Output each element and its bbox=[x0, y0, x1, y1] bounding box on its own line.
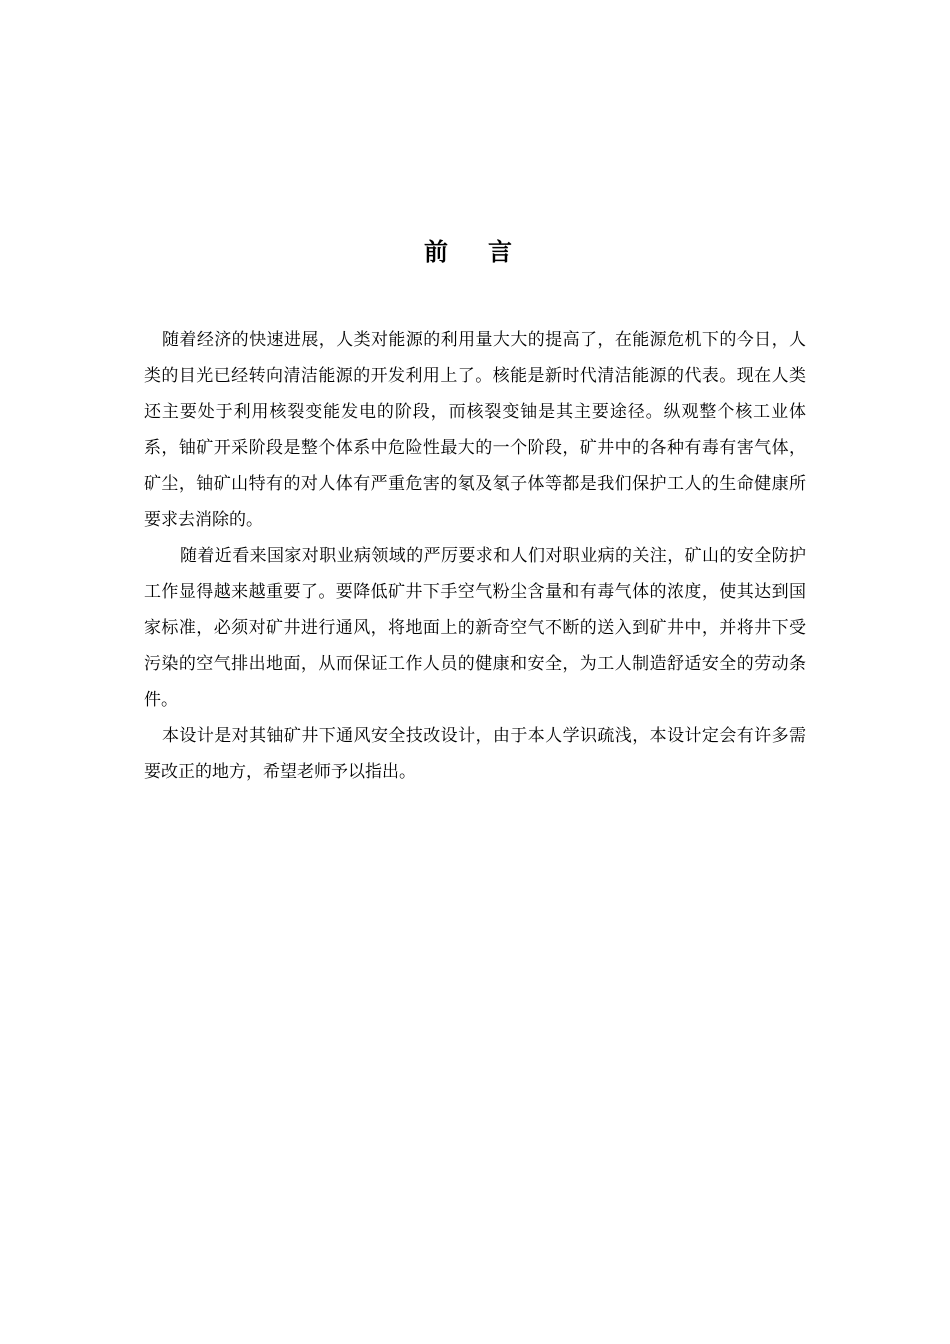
page-title bbox=[0, 232, 936, 272]
title-char-1: 前 bbox=[424, 238, 448, 266]
paragraph-1: 随着经济的快速进展，人类对能源的利用量大大的提高了，在能源危机下的今日，人类的目光已经转向清洁能源的开发利用上了。核能是新时代清洁能源的代表。现在人类还主要处于利用核裂变能发电的阶段，而核裂变铀是其主要途径。纵观整个核工业体系，铀矿开采阶段是整个体系中危险性最大的一个阶段，矿井中的各种有毒有害气体，矿尘，铀矿山特有的对人体有严重危害的氡及氡子体等都是我们保护工人的生命健康所要求去消除的。 bbox=[144, 330, 806, 530]
preface-body bbox=[144, 322, 806, 790]
paragraph-2: 随着近看来国家对职业病领域的严厉要求和人们对职业病的关注，矿山的安全防护工作显得越来越重要了。要降低矿井下手空气粉尘含量和有毒气体的浓度，使其达到国家标准，必须对矿井进行通风，将地面上的新奇空气不断的送入到矿井中，并将井下受污染的空气排出地面，从而保证工作人员的健康和安全，为工人制造舒适安全的劳动条件。 bbox=[144, 546, 806, 710]
paragraph-3: 本设计是对其铀矿井下通风安全技改设计，由于本人学识疏浅，本设计定会有许多需要改正的地方，希望老师予以指出。 bbox=[144, 726, 806, 782]
title-char-2: 言 bbox=[488, 238, 512, 266]
